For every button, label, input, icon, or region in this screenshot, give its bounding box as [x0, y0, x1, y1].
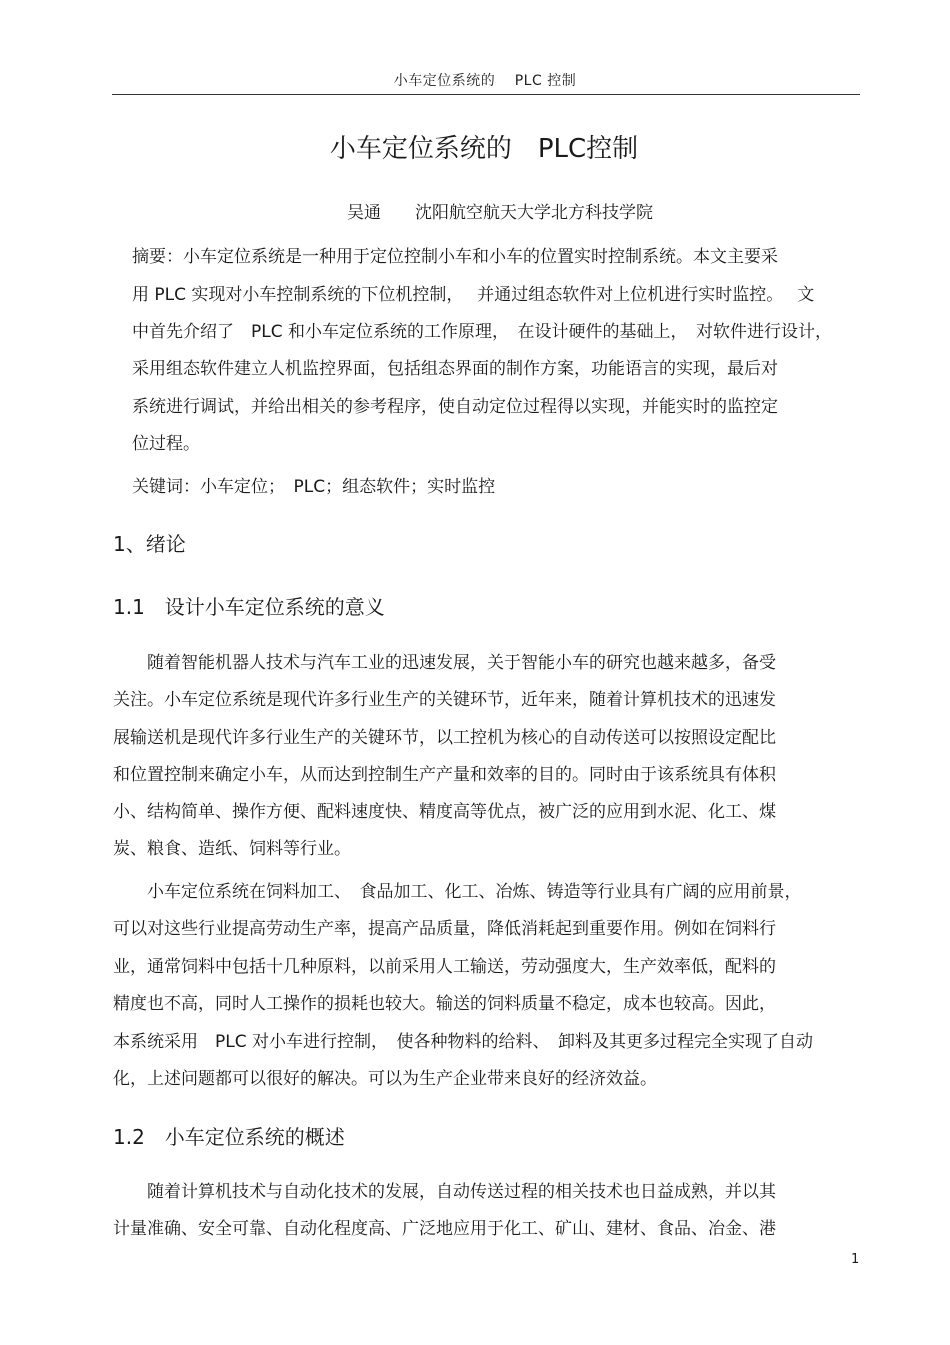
paragraph-line: 小、结构简单、操作方便、配料速度快、精度高等优点，被广泛的应用到水泥、化工、煤 [113, 802, 776, 822]
author-affiliation: 吴通 沈阳航空航天大学北方科技学院 [347, 203, 653, 223]
abstract-line: 采用组态软件建立人机监控界面，包括组态界面的制作方案，功能语言的实现，最后对 [132, 359, 778, 379]
paragraph-line: 和位置控制来确定小车，从而达到控制生产产量和效率的目的。同时由于该系统具有体积 [113, 765, 776, 785]
section-heading: 1、绪论 [113, 532, 186, 556]
abstract-line: 系统进行调试，并给出相关的参考程序，使自动定位过程得以实现，并能实时的监控定 [132, 397, 778, 417]
paragraph-line: 炭、粮食、造纸、饲料等行业。 [113, 839, 351, 859]
paper-title: 小车定位系统的 PLC控制 [329, 134, 639, 164]
paragraph-line: 随着计算机技术与自动化技术的发展，自动传送过程的相关技术也日益成熟，并以其 [113, 1182, 776, 1202]
running-header: 小车定位系统的 PLC 控制 [393, 73, 577, 89]
paragraph-line: 关注。小车定位系统是现代许多行业生产的关键环节，近年来，随着计算机技术的迅速发 [113, 690, 776, 710]
abstract-line: 用 PLC 实现对小车控制系统的下位机控制， 并通过组态软件对上位机进行实时监控。 文 [132, 285, 815, 305]
paragraph-line: 小车定位系统在饲料加工、 食品加工、化工、冶炼、铸造等行业具有广阔的应用前景， [113, 882, 802, 902]
page-number: 1 [851, 1252, 860, 1267]
paragraph-line: 计量准确、安全可靠、自动化程度高、广泛地应用于化工、矿山、建材、食品、冶金、港 [113, 1219, 776, 1239]
paragraph-line: 随着智能机器人技术与汽车工业的迅速发展，关于智能小车的研究也越来越多，备受 [113, 653, 776, 673]
paragraph-line: 本系统采用 PLC 对小车进行控制， 使各种物料的给料、 卸料及其更多过程完全实现了自动 [113, 1032, 813, 1052]
paragraph-line: 可以对这些行业提高劳动生产率，提高产品质量，降低消耗起到重要作用。例如在饲料行 [113, 919, 776, 939]
paragraph-line: 展输送机是现代许多行业生产的关键环节，以工控机为核心的自动传送可以按照设定配比 [113, 728, 776, 748]
header-rule [112, 94, 860, 95]
paragraph-line: 业，通常饲料中包括十几种原料，以前采用人工输送，劳动强度大，生产效率低，配料的 [113, 957, 776, 977]
abstract-line: 摘要：小车定位系统是一种用于定位控制小车和小车的位置实时控制系统。本文主要采 [132, 247, 778, 267]
keywords: 关键词：小车定位； PLC；组态软件；实时监控 [132, 477, 496, 497]
abstract-line: 中首先介绍了 PLC 和小车定位系统的工作原理， 在设计硬件的基础上， 对软件进行设计， [132, 322, 832, 342]
paragraph-line: 化，上述问题都可以很好的解决。可以为生产企业带来良好的经济效益。 [113, 1069, 657, 1089]
abstract-line: 位过程。 [132, 434, 200, 454]
paragraph-line: 精度也不高，同时人工操作的损耗也较大。输送的饲料质量不稳定，成本也较高。因此， [113, 994, 776, 1014]
section-heading: 1.1 设计小车定位系统的意义 [113, 595, 385, 619]
section-heading: 1.2 小车定位系统的概述 [113, 1125, 345, 1149]
